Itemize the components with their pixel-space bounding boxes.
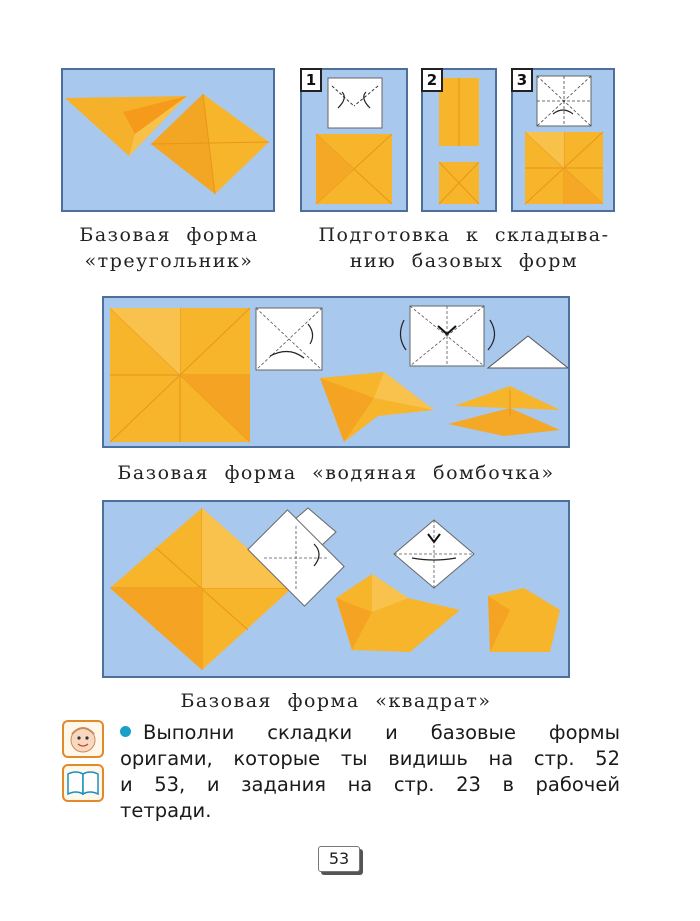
task-line-2: оригами, которые ты видишь на стр. 52	[120, 747, 620, 770]
step-number-1: 1	[300, 68, 322, 92]
open-book-icon	[62, 764, 104, 802]
water-bomb-illustration	[104, 298, 568, 446]
page-number: 53	[318, 846, 360, 872]
triangle-form-illustration	[63, 70, 273, 210]
square-form-illustration	[104, 502, 568, 676]
task-line-1	[120, 720, 620, 746]
preparation-caption	[304, 222, 624, 274]
preparation-caption-line2: нию базовых форм	[349, 250, 579, 272]
triangle-caption-line2: «треугольник»	[84, 250, 254, 272]
water-bomb-caption: Базовая форма «водяная бомбочка»	[117, 462, 555, 484]
task-line-3: и 53, и задания на стр. 23 в рабочей	[120, 773, 620, 796]
step-number-3: 3	[511, 68, 533, 92]
square-panel	[102, 500, 570, 678]
task-line-4: тетради.	[120, 799, 212, 822]
step-number-2: 2	[421, 68, 443, 92]
bullet-icon	[120, 726, 131, 737]
triangle-caption-line1: Базовая форма	[79, 224, 259, 246]
task-line-1-text: Выполни складки и базовые формы	[143, 721, 620, 744]
square-caption: Базовая форма «квадрат»	[180, 690, 492, 712]
water-bomb-panel	[102, 296, 570, 448]
preparation-caption-line1: Подготовка к складыва-	[318, 224, 610, 246]
task-instruction	[120, 720, 620, 824]
triangle-form-panel	[61, 68, 275, 212]
child-face-icon	[62, 720, 104, 758]
triangle-caption	[74, 222, 264, 274]
